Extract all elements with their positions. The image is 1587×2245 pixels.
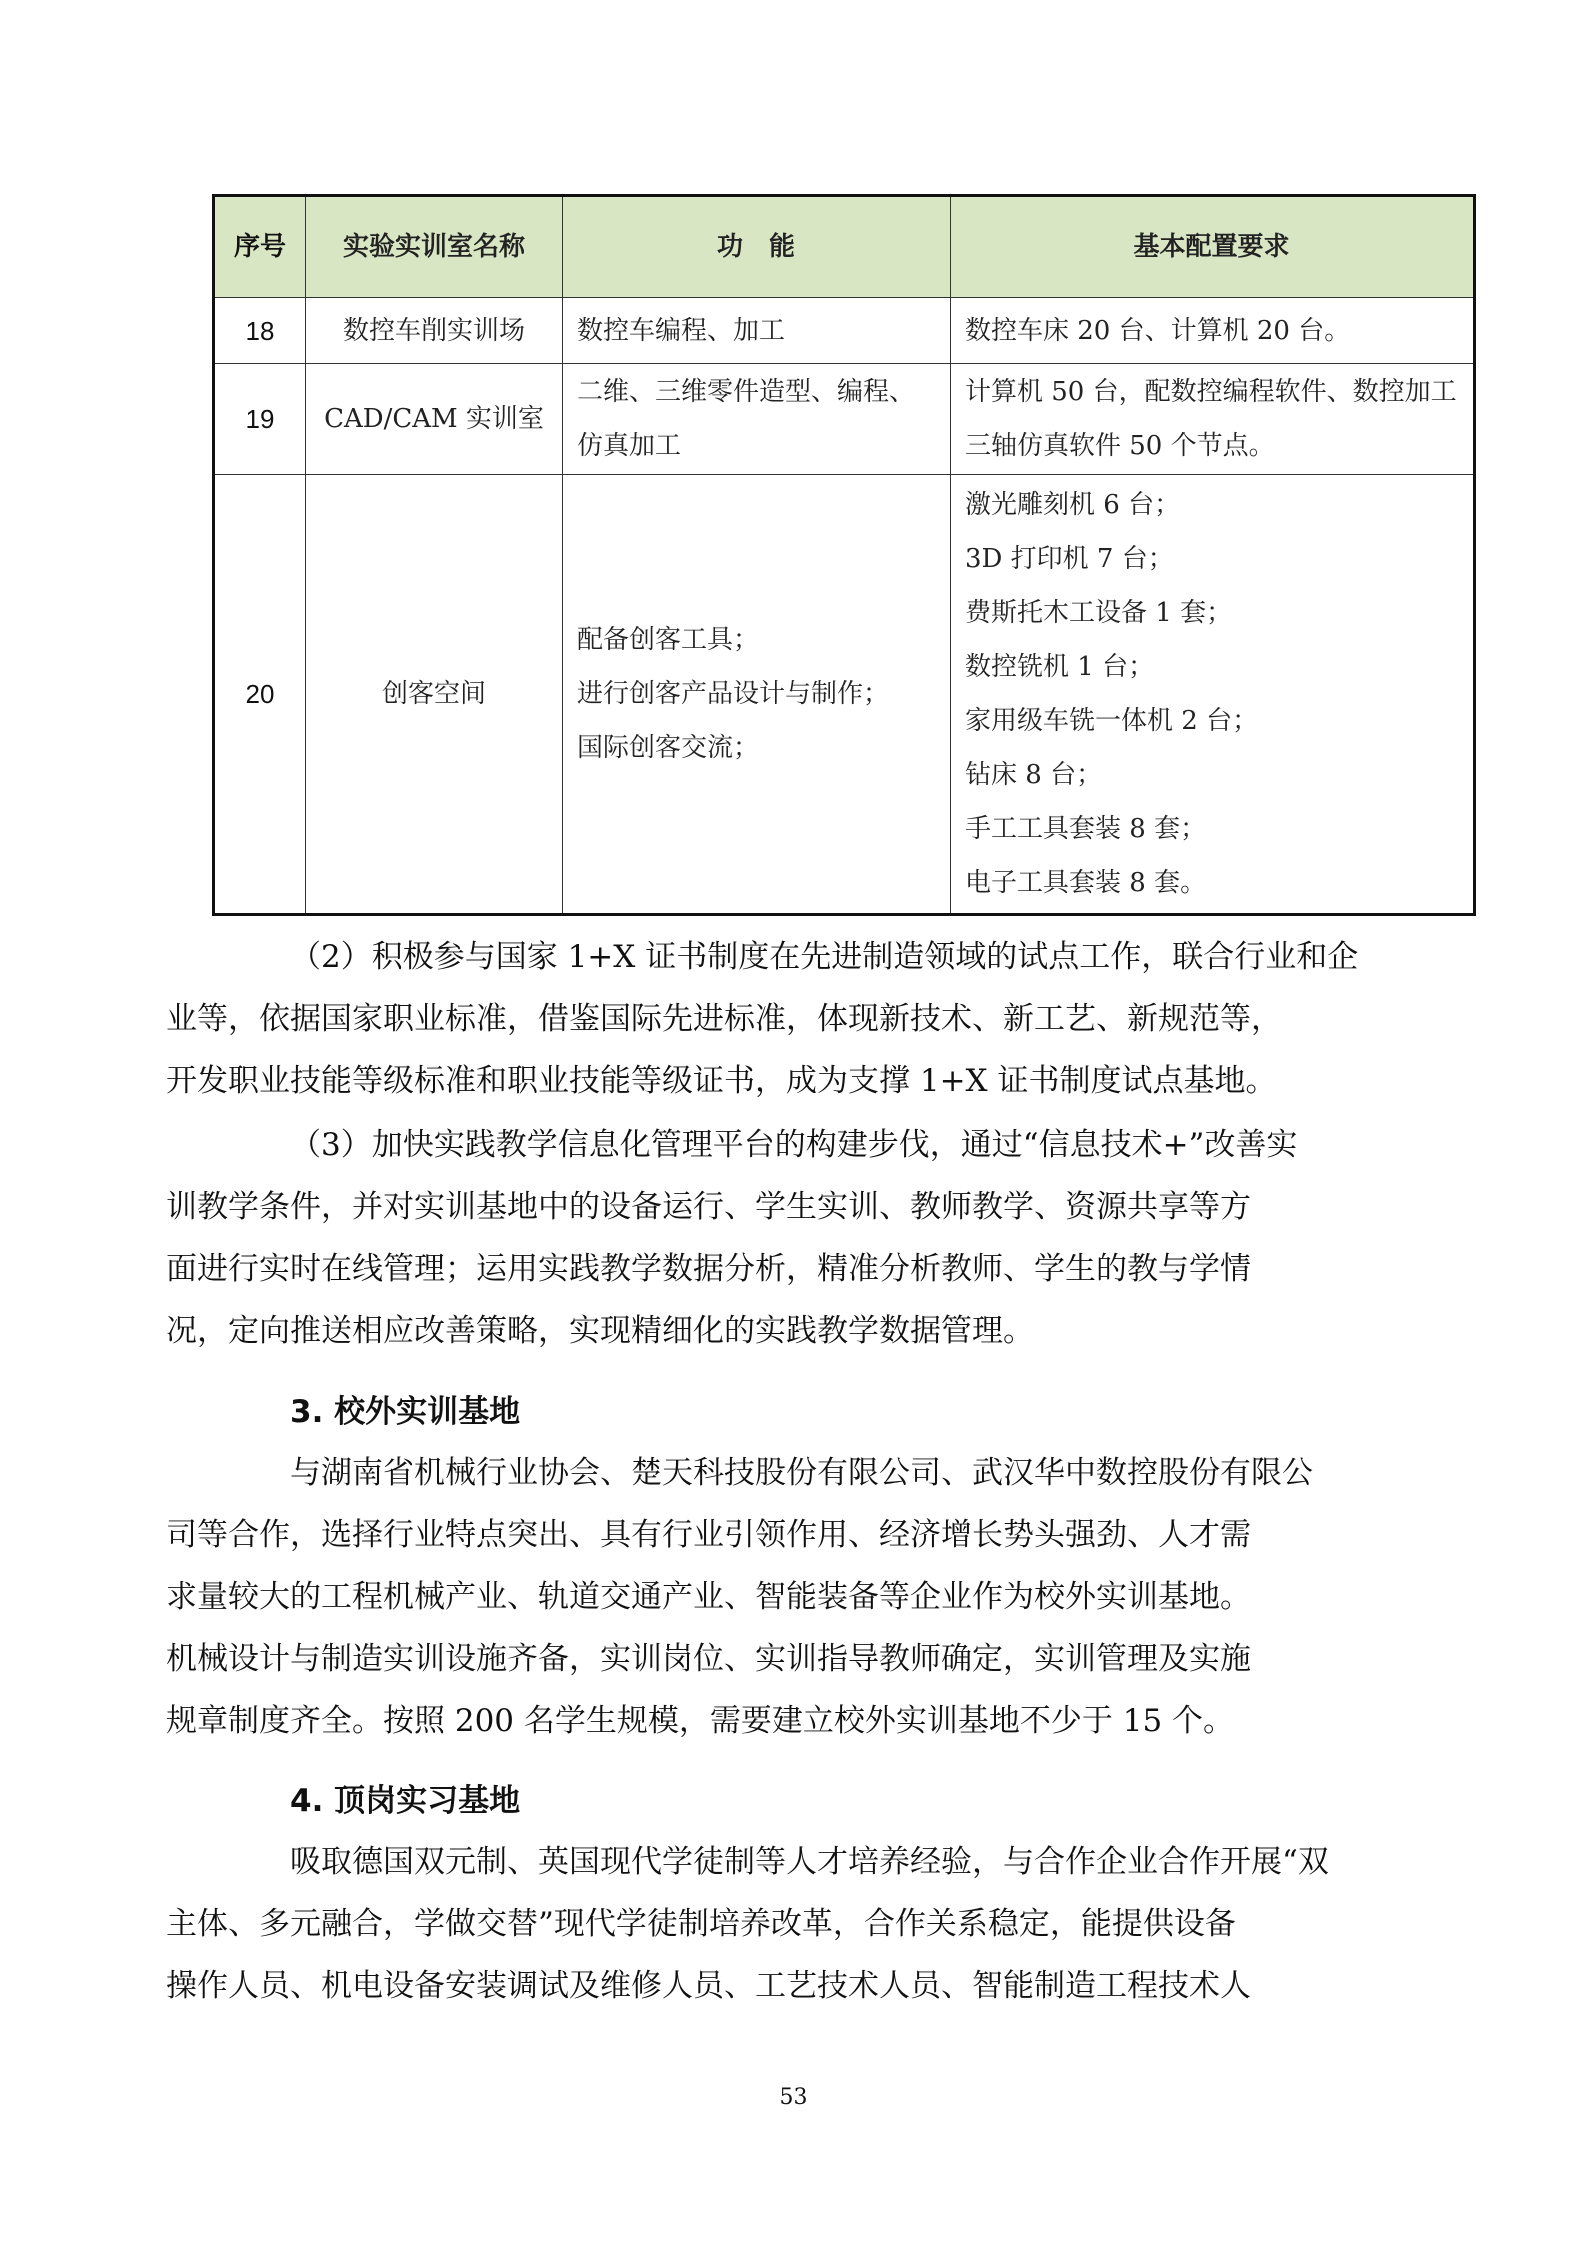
function-line: 二维、三维零件造型、编程、 — [577, 377, 916, 407]
table-row — [214, 298, 1475, 364]
config-line: 家用级车铣一体机 2 台； — [965, 706, 1259, 736]
text-line: 司等合作，选择行业特点突出、具有行业引领作用、经济增长势头强劲、人才需 — [166, 1517, 1251, 1553]
config-line: 数控车床 20 台、计算机 20 台。 — [965, 315, 1351, 346]
section-heading-offcampus: 3. 校外实训基地 — [290, 1394, 521, 1430]
header-config: 基本配置要求 — [951, 196, 1475, 298]
section-heading-internship: 4. 顶岗实习基地 — [290, 1783, 521, 1819]
row-no: 18 — [214, 298, 306, 364]
config-line: 手工工具套装 8 套； — [965, 814, 1207, 844]
config-line: 钻床 8 台； — [965, 760, 1103, 790]
text-line: 业等，依据国家职业标准，借鉴国际先进标准，体现新技术、新工艺、新规范等， — [166, 1001, 1282, 1037]
row-config — [951, 298, 1475, 364]
text-line: 与湖南省机械行业协会、楚天科技股份有限公司、武汉华中数控股份有限公 — [290, 1455, 1313, 1491]
text-line: （3）加快实践教学信息化管理平台的构建步伐，通过“信息技术+”改善实 — [290, 1127, 1298, 1163]
page-number: 53 — [779, 2085, 808, 2110]
text-line: 主体、多元融合，学做交替”现代学徒制培养改革，合作关系稳定，能提供设备 — [166, 1906, 1236, 1942]
row-function — [563, 475, 951, 915]
row-config — [951, 475, 1475, 915]
row-name: 创客空间 — [306, 475, 563, 915]
text-line: 操作人员、机电设备安装调试及维修人员、工艺技术人员、智能制造工程技术人 — [166, 1968, 1251, 2004]
config-line: 激光雕刻机 6 台； — [965, 490, 1181, 520]
paragraph-internship — [166, 1831, 1368, 2017]
header-name: 实验实训室名称 — [306, 196, 563, 298]
text-line: 训教学条件，并对实训基地中的设备运行、学生实训、教师教学、资源共享等方 — [166, 1189, 1251, 1225]
text-line: 面进行实时在线管理；运用实践教学数据分析，精准分析教师、学生的教与学情 — [166, 1251, 1251, 1287]
text-line: 况，定向推送相应改善策略，实现精细化的实践教学数据管理。 — [166, 1313, 1034, 1349]
row-function — [563, 364, 951, 475]
table-row — [214, 364, 1475, 475]
function-line: 进行创客产品设计与制作； — [577, 679, 890, 709]
row-no: 19 — [214, 364, 306, 475]
config-line: 3D 打印机 7 台； — [965, 544, 1174, 574]
function-line: 国际创客交流； — [577, 733, 760, 763]
text-line: 机械设计与制造实训设施齐备，实训岗位、实训指导教师确定，实训管理及实施 — [166, 1641, 1251, 1677]
paragraph-offcampus — [166, 1442, 1368, 1752]
row-function — [563, 298, 951, 364]
row-name: 数控车削实训场 — [306, 298, 563, 364]
config-line: 数控铣机 1 台； — [965, 652, 1155, 682]
row-config — [951, 364, 1475, 475]
config-line: 计算机 50 台，配数控编程软件、数控加工 — [965, 377, 1457, 407]
table-header-row — [214, 196, 1475, 298]
config-line: 三轴仿真软件 50 个节点。 — [965, 431, 1275, 461]
function-line: 仿真加工 — [577, 431, 682, 461]
text-line: 吸取德国双元制、英国现代学徒制等人才培养经验，与合作企业合作开展“双 — [290, 1844, 1329, 1880]
function-line: 配备创客工具； — [577, 625, 760, 655]
lab-equipment-table — [212, 194, 1476, 916]
config-line: 费斯托木工设备 1 套； — [965, 598, 1233, 628]
paragraph-info-platform — [166, 1114, 1368, 1362]
row-no: 20 — [214, 475, 306, 915]
text-line: （2）积极参与国家 1+X 证书制度在先进制造领域的试点工作，联合行业和企 — [290, 939, 1359, 975]
text-line: 开发职业技能等级标准和职业技能等级证书，成为支撑 1+X 证书制度试点基地。 — [166, 1063, 1277, 1099]
text-line: 求量较大的工程机械产业、轨道交通产业、智能装备等企业作为校外实训基地。 — [166, 1579, 1251, 1615]
function-line: 数控车编程、加工 — [577, 315, 786, 346]
text-line: 规章制度齐全。按照 200 名学生规模，需要建立校外实训基地不少于 15 个。 — [166, 1703, 1235, 1739]
table-row — [214, 475, 1475, 915]
paragraph-1x-certificate — [166, 926, 1368, 1112]
row-name: CAD/CAM 实训室 — [306, 364, 563, 475]
config-line: 电子工具套装 8 套。 — [965, 868, 1207, 898]
header-no: 序号 — [214, 196, 306, 298]
header-function: 功 能 — [563, 196, 951, 298]
